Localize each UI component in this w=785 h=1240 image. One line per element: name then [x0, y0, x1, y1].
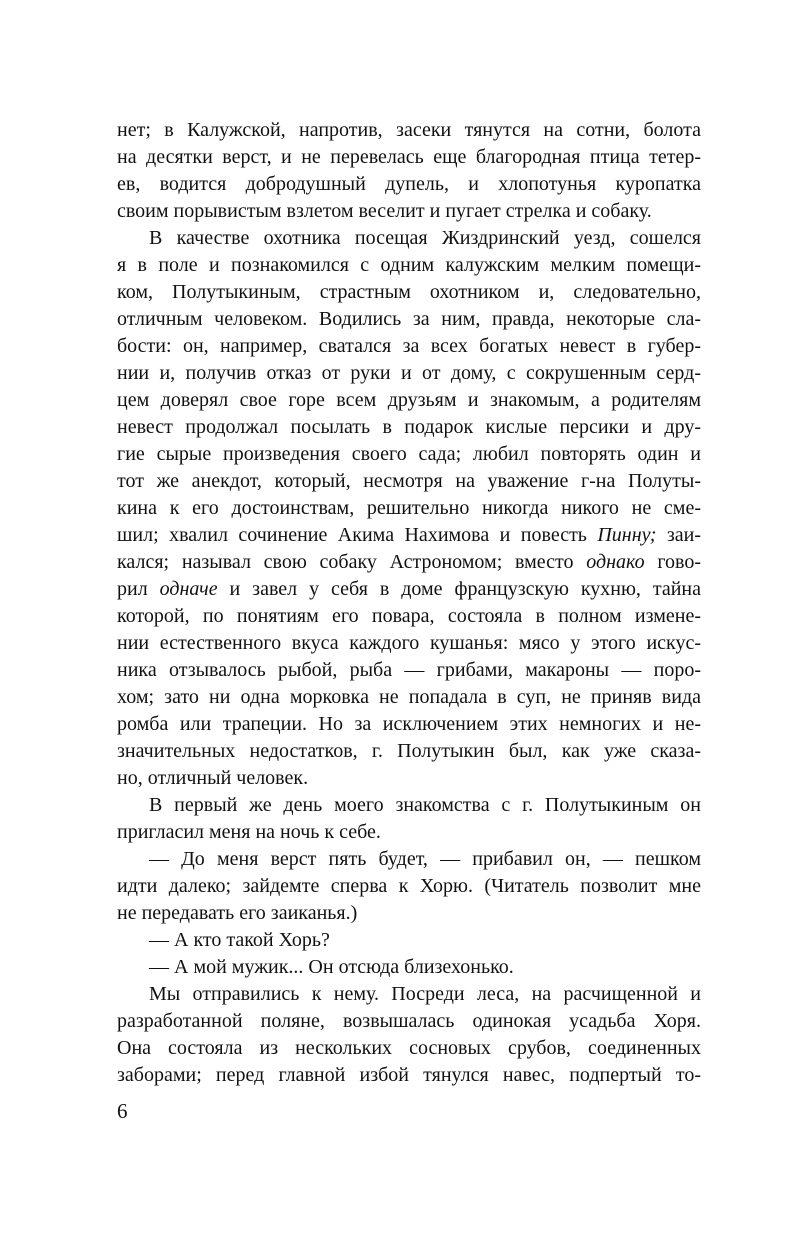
- text-line: гие сырые произведения своего сада; любил повторять один и: [117, 443, 701, 465]
- text-line: пригласил меня на ночь к себе.: [117, 821, 381, 843]
- text-line: ромба или трапеции. Но за исключением этих немногих и не-: [117, 713, 701, 735]
- text-line: нет; в Калужской, напротив, засеки тянутся на сотни, болота: [117, 119, 701, 141]
- text-line: хом; зато ни одна морковка не попадала в суп, не приняв вида: [117, 686, 701, 708]
- text-line: рил одначе и завел у себя в доме французскую кухню, тайна: [117, 578, 701, 600]
- text-line: я в поле и познакомился с одним калужским мелким помещи-: [117, 254, 701, 276]
- text-line: не передавать его заиканья.): [117, 902, 358, 924]
- text-line: своим порывистым взлетом веселит и пугает стрелка и собаку.: [117, 200, 652, 222]
- page-body-text: [117, 117, 701, 1089]
- text-line: кина к его достоинствам, решительно никогда никого не сме-: [117, 497, 701, 519]
- text-line: Мы отправились к нему. Посреди леса, на расчищенной и: [149, 983, 701, 1005]
- text-line: нии и, получив отказ от руки и от дому, с сокрушенным серд-: [117, 362, 701, 384]
- text-line: которой, по понятиям его повара, состояла в полном измене-: [117, 605, 701, 627]
- page-number: 6: [117, 1099, 128, 1123]
- text-line: на десятки верст, и не перевелась еще благородная птица тетер-: [117, 146, 701, 168]
- text-line: В первый же день моего знакомства с г. Полутыкиным он: [149, 794, 701, 816]
- text-line: но, отличный человек.: [117, 767, 309, 789]
- text-line: нии естественного вкуса каждого кушанья: мясо у этого искус-: [117, 632, 701, 654]
- text-line: идти далеко; зайдемте сперва к Хорю. (Читатель позволит мне: [117, 875, 701, 897]
- text-line: — А мой мужик... Он отсюда близехонько.: [149, 956, 514, 978]
- text-line: невест продолжал посылать в подарок кислые персики и дру-: [117, 416, 701, 438]
- text-line: ком, Полутыкиным, страстным охотником и, следовательно,: [117, 281, 701, 303]
- text-line: Она состояла из нескольких сосновых срубов, соединенных: [117, 1037, 701, 1059]
- text-line: шил; хвалил сочинение Акима Нахимова и повесть Пинну; заи-: [117, 524, 701, 546]
- text-line: тот же анекдот, который, несмотря на уважение г-на Полуты-: [117, 470, 701, 492]
- text-line: — А кто такой Хорь?: [149, 929, 330, 951]
- text-line: цем доверял свое горе всем друзьям и знакомым, а родителям: [117, 389, 701, 411]
- text-line: бости: он, например, сватался за всех богатых невест в губер-: [117, 335, 701, 357]
- text-line: разработанной поляне, возвышалась одинокая усадьба Хоря.: [117, 1010, 701, 1032]
- text-line: ев, водится добродушный дупель, и хлопотунья куропатка: [117, 173, 701, 195]
- text-line: кался; называл свою собаку Астрономом; вместо однако гово-: [117, 551, 701, 573]
- text-line: значительных недостатков, г. Полутыкин был, как уже сказа-: [117, 740, 701, 762]
- text-line: заборами; перед главной избой тянулся навес, подпертый то-: [117, 1064, 701, 1086]
- text-line: — До меня верст пять будет, — прибавил он, — пешком: [149, 848, 701, 870]
- text-line: В качестве охотника посещая Жиздринский уезд, сошелся: [149, 227, 701, 249]
- text-line: ника отзывалось рыбой, рыба — грибами, макароны — поро-: [117, 659, 701, 681]
- text-line: отличным человеком. Водились за ним, правда, некоторые сла-: [117, 308, 701, 330]
